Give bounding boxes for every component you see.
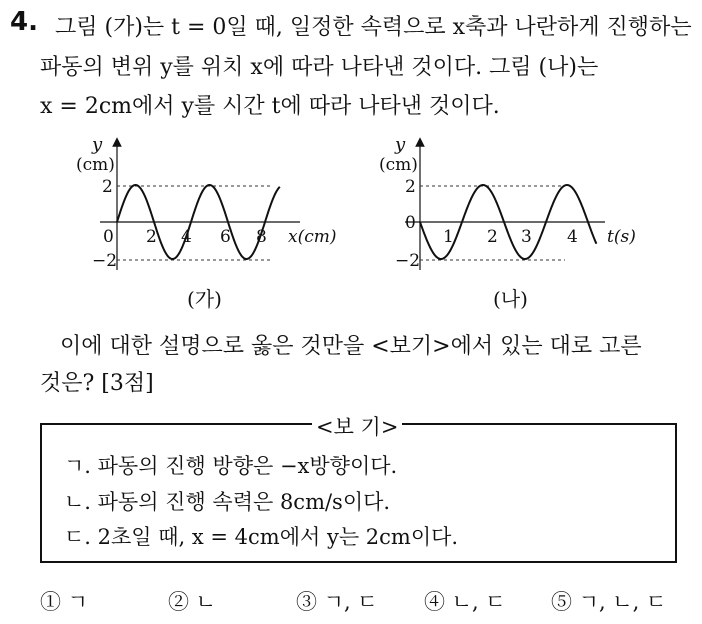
question-prompt-line-1: 이에 대한 설명으로 옳은 것만을 <보기>에서 있는 대로 고른 xyxy=(60,334,642,359)
figure-ga-caption: (가) xyxy=(187,287,222,311)
y-axis-unit: (cm) xyxy=(76,155,115,175)
bogi-item-3: ㄷ. 2초일 때, x = 4cm에서 y는 2cm이다. xyxy=(64,525,459,549)
x-tick-label: 6 xyxy=(220,227,231,247)
choice-3[interactable]: ③ ㄱ, ㄷ xyxy=(296,590,378,614)
question-stem-line-2: 파동의 변위 y를 위치 x에 따라 나타낸 것이다. 그림 (나)는 xyxy=(40,55,599,80)
x-axis-label: t(s) xyxy=(607,227,636,247)
x-tick-label: 4 xyxy=(567,227,578,247)
x-tick-label: 2 xyxy=(487,227,498,247)
figure-na-caption: (나) xyxy=(493,287,528,311)
y-axis-unit: (cm) xyxy=(379,155,418,175)
bogi-item-1: ㄱ. 파동의 진행 방향은 −x방향이다. xyxy=(64,454,398,478)
x-tick-label: 1 xyxy=(443,227,454,247)
x-tick-label: 4 xyxy=(181,227,192,247)
choice-2[interactable]: ② ㄴ xyxy=(168,590,216,614)
y-tick-label: −2 xyxy=(395,251,421,271)
x-tick-label: 0 xyxy=(103,227,114,247)
y-tick-label: 2 xyxy=(102,177,113,197)
question-stem-line-3: x = 2cm에서 y를 시간 t에 따라 나타낸 것이다. xyxy=(40,94,500,119)
choice-5[interactable]: ⑤ ㄱ, ㄴ, ㄷ xyxy=(551,590,667,614)
choice-4[interactable]: ④ ㄴ, ㄷ xyxy=(424,590,506,614)
y-tick-label: −2 xyxy=(92,251,118,271)
question-number: 4. xyxy=(10,7,38,37)
bogi-title: <보 기> xyxy=(312,411,402,441)
x-tick-label: 8 xyxy=(256,227,267,247)
bogi-item-2: ㄴ. 파동의 진행 속력은 8cm/s이다. xyxy=(64,490,391,514)
y-axis-label: y xyxy=(92,134,103,155)
x-tick-label: 2 xyxy=(146,227,157,247)
y-axis-label: y xyxy=(395,134,406,155)
x-axis-label: x(cm) xyxy=(288,227,337,247)
y-tick-label: 0 xyxy=(405,213,416,233)
figure-na xyxy=(375,130,675,280)
question-stem-line-1: 그림 (가)는 t = 0일 때, 일정한 속력으로 x축과 나란하게 진행하는 xyxy=(55,15,692,40)
y-tick-label: 2 xyxy=(405,177,416,197)
x-tick-label: 3 xyxy=(521,227,532,247)
question-prompt-line-2: 것은? [3점] xyxy=(40,371,154,396)
choice-1[interactable]: ① ㄱ xyxy=(40,590,88,614)
figure-ga xyxy=(70,130,370,280)
